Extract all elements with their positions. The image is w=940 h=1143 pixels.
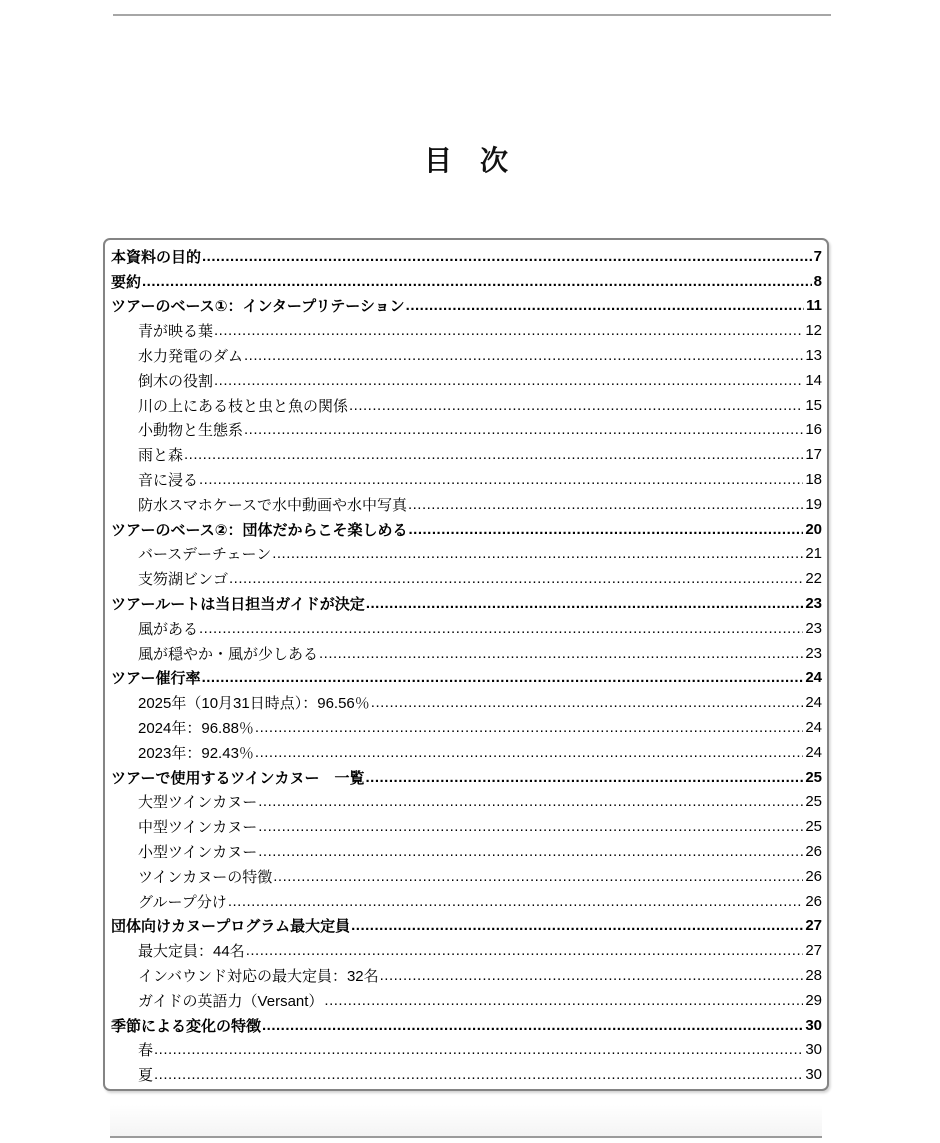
toc-page-number: 16 xyxy=(805,421,822,439)
dot-leader xyxy=(199,620,803,637)
toc-row[interactable] xyxy=(111,914,822,939)
toc-entry-label: 2024年：96.88％ xyxy=(138,720,254,738)
toc-page-number: 12 xyxy=(805,322,822,340)
toc-entry-label: 雨と森 xyxy=(138,447,184,465)
toc-page-number: 21 xyxy=(805,545,822,563)
previous-page-bottom-edge xyxy=(113,14,831,16)
toc-entry-label: 防水スマホケースで水中動画や水中写真 xyxy=(138,496,407,514)
dot-leader xyxy=(244,347,803,364)
toc-row[interactable] xyxy=(111,517,822,542)
dot-leader xyxy=(408,496,803,513)
toc-row[interactable] xyxy=(111,1062,822,1087)
toc-page-number: 11 xyxy=(806,297,822,315)
toc-entry-label: 支笏湖ビンゴ xyxy=(138,571,229,589)
toc-page-number: 26 xyxy=(805,843,822,861)
toc-page-number: 25 xyxy=(805,768,822,786)
toc-row[interactable] xyxy=(111,666,822,691)
toc-entry-label: 小型ツインカヌー xyxy=(138,844,258,862)
toc-row[interactable] xyxy=(111,566,822,591)
toc-page-number: 23 xyxy=(805,644,822,662)
toc-page-number: 15 xyxy=(805,396,822,414)
toc-entry-label: インバウンド対応の最大定員：32名 xyxy=(138,968,379,985)
toc-row[interactable] xyxy=(111,988,822,1013)
toc-row[interactable] xyxy=(111,244,822,269)
toc-entry-label: 川の上にある枝と虫と魚の関係 xyxy=(138,397,349,415)
toc-page-number: 19 xyxy=(805,495,822,513)
toc-row[interactable] xyxy=(111,889,822,914)
dot-leader xyxy=(255,719,803,736)
toc-row[interactable] xyxy=(111,442,822,467)
dot-leader xyxy=(324,992,803,1009)
toc-row[interactable] xyxy=(111,616,822,641)
toc-entry-label: ツアーで使用するツインカヌー 一覧 xyxy=(111,769,365,787)
dot-leader xyxy=(380,967,804,984)
dot-leader xyxy=(366,595,804,612)
toc-entry-label: ツアールートは当日担当ガイドが決定 xyxy=(111,596,365,614)
dot-leader xyxy=(154,1041,803,1058)
toc-page-number: 13 xyxy=(805,347,822,365)
toc-row[interactable] xyxy=(111,641,822,666)
dot-leader xyxy=(366,769,804,786)
toc-entry-label: ツアーのベース②：団体だからこそ楽しめる xyxy=(111,521,408,539)
toc-page-number: 23 xyxy=(805,619,822,637)
toc-row[interactable] xyxy=(111,393,822,418)
dot-leader xyxy=(199,471,803,488)
toc-page-number: 23 xyxy=(805,595,822,613)
toc-page-number: 27 xyxy=(805,942,822,960)
toc-page-number: 29 xyxy=(805,991,822,1009)
toc-row[interactable] xyxy=(111,715,822,740)
dot-leader xyxy=(262,1017,803,1034)
toc-row[interactable] xyxy=(111,864,822,889)
dot-leader xyxy=(202,669,804,686)
toc-page-number: 24 xyxy=(805,669,822,687)
dot-leader xyxy=(214,372,803,389)
toc-entry-label: 要約 xyxy=(111,273,142,291)
toc-entry-label: 倒木の役割 xyxy=(138,372,214,390)
toc-page-number: 30 xyxy=(805,1041,822,1059)
dot-leader xyxy=(244,421,803,438)
toc-row[interactable] xyxy=(111,467,822,492)
toc-row[interactable] xyxy=(111,1038,822,1063)
toc-page-number: 18 xyxy=(805,471,822,489)
toc-entry-label: 中型ツインカヌー xyxy=(138,819,258,837)
toc-row[interactable] xyxy=(111,368,822,393)
dot-leader xyxy=(409,521,804,538)
toc-entry-label: 2023年：92.43％ xyxy=(138,744,254,762)
toc-row[interactable] xyxy=(111,318,822,343)
toc-entry-label: 水力発電のダム xyxy=(138,348,244,366)
toc-entry-label: ツアー催行率 xyxy=(111,670,201,688)
toc-entry-label: 青が映る葉 xyxy=(138,323,214,341)
dot-leader xyxy=(184,446,803,463)
toc-row[interactable] xyxy=(111,269,822,294)
toc-entry-label: 最大定員：44名 xyxy=(138,943,245,961)
toc-entry-label: 風が穏やか・風が少しある xyxy=(138,645,319,663)
toc-entry-label: 音に浸る xyxy=(138,472,199,490)
toc-row[interactable] xyxy=(111,790,822,815)
toc-page-number: 27 xyxy=(805,917,822,935)
dot-leader xyxy=(154,1066,803,1083)
toc-entry-label: 本資料の目的 xyxy=(111,248,202,266)
page-title: 目 次 xyxy=(423,145,508,176)
dot-leader xyxy=(258,843,803,860)
toc-entry-label: 団体向けカヌープログラム最大定員 xyxy=(111,918,351,936)
toc-page-number: 30 xyxy=(805,1066,822,1084)
toc-page-number: 7 xyxy=(813,247,822,265)
toc-page-number: 25 xyxy=(805,793,822,811)
table-of-contents-box xyxy=(103,238,829,1091)
toc-entry-label: 夏 xyxy=(138,1067,154,1085)
toc-page-number: 26 xyxy=(805,892,822,910)
toc-row[interactable] xyxy=(111,765,822,790)
toc-page-number: 28 xyxy=(805,967,822,984)
toc-page-number: 20 xyxy=(805,520,822,538)
dot-leader xyxy=(273,868,803,885)
toc-entry-label: バースデーチェーン xyxy=(138,546,272,564)
dot-leader xyxy=(258,818,803,835)
toc-row[interactable] xyxy=(111,343,822,368)
dot-leader xyxy=(214,322,803,339)
toc-page-number: 30 xyxy=(805,1016,822,1034)
toc-row[interactable] xyxy=(111,492,822,517)
toc-row[interactable] xyxy=(111,963,822,988)
toc-row[interactable] xyxy=(111,294,822,319)
toc-entry-label: 風がある xyxy=(138,620,199,638)
toc-page-number: 24 xyxy=(805,743,822,761)
toc-page-number: 26 xyxy=(805,867,822,885)
dot-leader xyxy=(371,694,804,711)
toc-row[interactable] xyxy=(111,591,822,616)
dot-leader xyxy=(255,744,803,761)
toc-page-number: 8 xyxy=(813,272,822,290)
toc-entry-label: ガイドの英語力（Versant） xyxy=(138,992,324,1010)
next-page-shadow xyxy=(110,1104,822,1136)
toc-entry-label: ツアーのベース①：インタープリテーション xyxy=(111,298,405,316)
dot-leader xyxy=(258,793,803,810)
toc-page-number: 25 xyxy=(805,818,822,836)
toc-entry-label: 小動物と生態系 xyxy=(138,422,244,440)
dot-leader xyxy=(406,297,804,314)
toc-row[interactable] xyxy=(111,1013,822,1038)
toc-entry-label: ツインカヌーの特徴 xyxy=(138,868,273,886)
dot-leader xyxy=(349,397,803,414)
dot-leader xyxy=(246,942,804,959)
toc-page-number: 24 xyxy=(805,694,822,712)
toc-row[interactable] xyxy=(111,542,822,567)
dot-leader xyxy=(142,273,812,290)
toc-entry-label: 季節による変化の特徴 xyxy=(111,1017,262,1035)
toc-entry-label: 大型ツインカヌー xyxy=(138,794,258,812)
toc-page-number: 14 xyxy=(805,371,822,389)
dot-leader xyxy=(319,645,803,662)
toc-row[interactable] xyxy=(111,418,822,443)
toc-entry-label: グループ分け xyxy=(138,893,227,911)
toc-page-number: 17 xyxy=(805,446,822,464)
toc-row[interactable] xyxy=(111,839,822,864)
toc-page-number: 22 xyxy=(805,570,822,588)
toc-row[interactable] xyxy=(111,814,822,839)
toc-entry-label: 2025年（10月31日時点）：96.56％ xyxy=(138,695,370,713)
next-page-top-edge xyxy=(110,1136,822,1138)
toc-row[interactable] xyxy=(111,740,822,765)
dot-leader xyxy=(228,893,804,910)
dot-leader xyxy=(202,248,812,265)
dot-leader xyxy=(351,917,803,934)
dot-leader xyxy=(272,545,803,562)
toc-row[interactable] xyxy=(111,690,822,715)
dot-leader xyxy=(229,570,803,587)
toc-entry-label: 春 xyxy=(138,1042,154,1060)
toc-page-number: 24 xyxy=(805,719,822,737)
toc-row[interactable] xyxy=(111,938,822,963)
